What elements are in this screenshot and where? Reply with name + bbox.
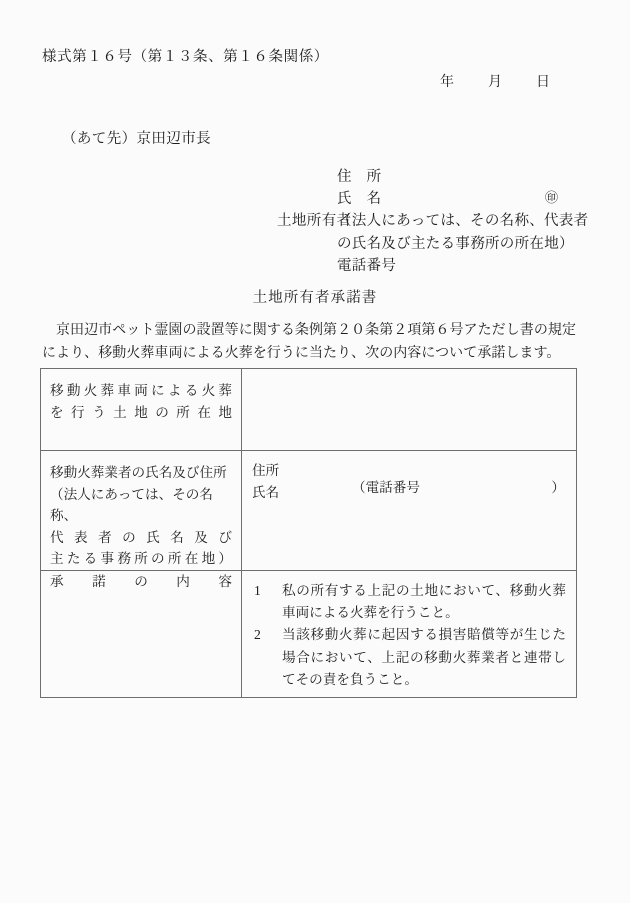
intro-paragraph: 京田辺市ペット霊園の設置等に関する条例第２０条第２項第６号アただし書の規定により、移動火葬車両による火葬を行うに当たり、次の内容について承諾します。 bbox=[42, 323, 576, 361]
owner-address-label: 住 所 bbox=[337, 169, 382, 185]
row-label-cell-consent bbox=[41, 570, 242, 697]
operator-address-label: 住所 bbox=[252, 463, 280, 478]
list-item-number: 2 bbox=[254, 627, 261, 643]
label-line: 移動火葬車両による火葬 bbox=[50, 383, 232, 398]
land-owner-label: 土地所有者 bbox=[277, 213, 352, 229]
label-line: 主たる事務所の所在地） bbox=[50, 551, 232, 566]
owner-name-row bbox=[337, 188, 588, 210]
consent-form-table bbox=[40, 368, 577, 698]
row-label-cell-location bbox=[41, 369, 242, 451]
row-value-cell-operator[interactable] bbox=[242, 451, 577, 571]
owner-name-label: 氏 名 bbox=[337, 191, 382, 208]
list-item bbox=[252, 580, 566, 625]
seal-icon: ㊞ bbox=[545, 190, 559, 206]
list-item-number: 1 bbox=[254, 582, 261, 598]
value-entry-area[interactable] bbox=[242, 369, 576, 378]
consent-list bbox=[252, 580, 566, 692]
owner-note-line-2: の氏名及び主たる事務所の所在地） bbox=[337, 235, 574, 252]
label-line: を行う土地の所在地 bbox=[50, 404, 232, 420]
label-line: （法人にあっては、その名称、 bbox=[50, 486, 213, 523]
list-item-text: 私の所有する上記の土地において、移動火葬車両による火葬を行うこと。 bbox=[282, 582, 566, 620]
list-item-text: 当該移動火葬に起因する損害賠償等が生じた場合において、上記の移動火葬業者と連帯してその責を負うこと。 bbox=[282, 627, 566, 688]
land-owner-fields bbox=[337, 166, 588, 277]
phone-close-label: ） bbox=[551, 480, 565, 495]
date-line bbox=[440, 71, 551, 91]
value-entry-area[interactable] bbox=[242, 451, 576, 503]
owner-note-line-1: （法人にあっては、その名称、代表者 bbox=[337, 213, 589, 230]
date-year-label: 年 bbox=[440, 75, 455, 90]
row-value-cell-consent bbox=[242, 570, 577, 697]
form-number: 様式第１６号（第１３条、第１６条関係） bbox=[42, 49, 329, 65]
label-text-block bbox=[41, 451, 241, 570]
label-text-block bbox=[41, 369, 241, 423]
addressee: （あて先）京田辺市長 bbox=[62, 131, 211, 147]
operator-name-label: 氏名 bbox=[252, 484, 280, 500]
table-row bbox=[41, 570, 577, 697]
label-text-block bbox=[41, 571, 241, 593]
owner-address-row bbox=[337, 166, 588, 188]
date-month-label: 月 bbox=[488, 75, 503, 90]
owner-phone-label: 電話番号 bbox=[337, 257, 397, 274]
page-title: 土地所有者承諾書 bbox=[252, 290, 378, 306]
table-row bbox=[41, 451, 577, 571]
label-line: 代表者の氏名及び bbox=[50, 529, 232, 545]
row-value-cell-location[interactable] bbox=[242, 369, 577, 451]
label-line: 承諾の内容 bbox=[50, 573, 232, 589]
list-item bbox=[252, 624, 566, 691]
label-line: 移動火葬業者の氏名及び住所 bbox=[50, 465, 227, 480]
operator-phone-field[interactable] bbox=[352, 476, 565, 496]
row-label-cell-operator bbox=[41, 451, 242, 571]
phone-open-label: （電話番号 bbox=[352, 480, 420, 495]
date-day-label: 日 bbox=[536, 75, 551, 90]
table-row bbox=[41, 369, 577, 451]
consent-content-area bbox=[242, 571, 576, 692]
